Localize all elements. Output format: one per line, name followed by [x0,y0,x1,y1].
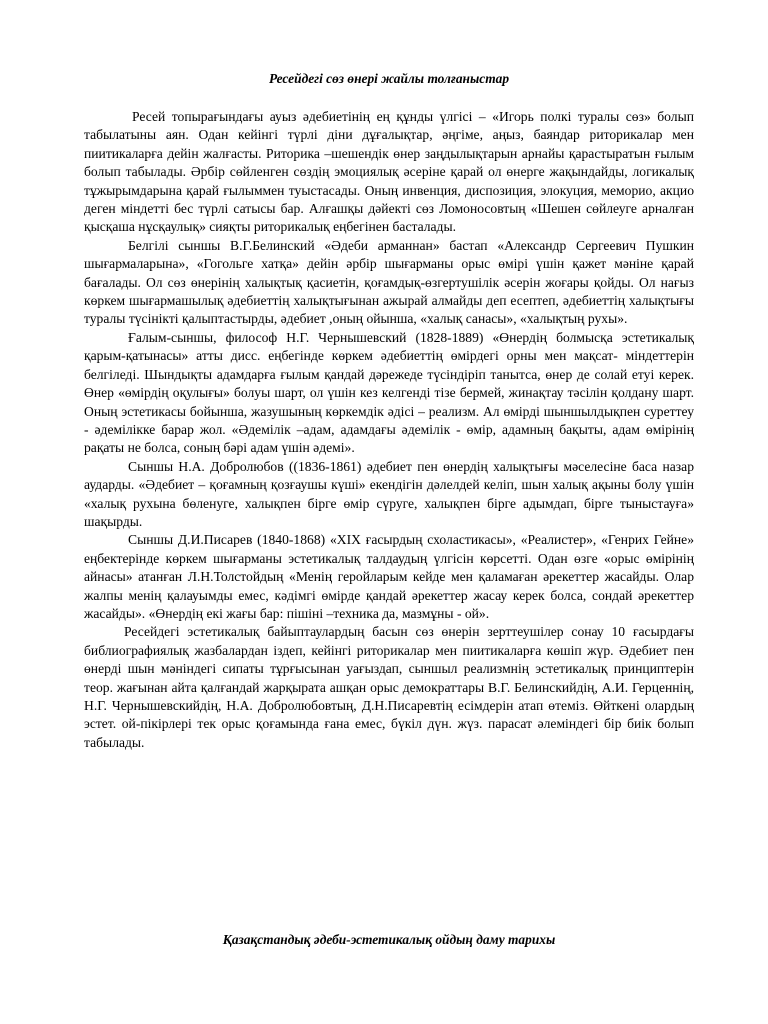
paragraph: Ғалым-сыншы, философ Н.Г. Чернышевский (1828-1889) «Өнердің болмысқа эстетикалық қарым-қатынасы» атты дисс. еңбегінде көркем әдебиеттің өмірдегі орны мен мақсат- міндеттерін белгіледі. Шындықты адамдарға ғылым қандай дәрежеде түсіндіріп танытса, өнер де солай етуі керек. Өнер «өмірдің оқулығы» болуы шарт, ол үшін кез келгенді тізе бермей, жинақтау тәсілін қолдану шарт. Оның эстетикасы бойынша, жазушының көркемдік әдісі – реализм. Ал өмірді шыншылдықпен суреттеу - әдемілікке барар жол. «Әдемілік –адам, адамдағы әдемілік - өмір, адамның бақыты, адам өмірінің рақаты не болса, соның бәрі адам үшін әдемі». [84,329,694,456]
document-body [84,108,694,752]
paragraph: Сыншы Н.А. Добролюбов ((1836-1861) әдебиет пен өнердің халықтығы мәселесіне баса назар аударды. «Әдебиет – қоғамның қозғаушы күші» екендігін дәлелдей келіп, шын халық ақыны болу үшін «халық рухына бөленуге, халықпен бірге өмір сүруге, халықпен бірге адымдап, бірге тыныстауға» шақырды. [84,458,694,529]
section-title: Қазақстандық әдеби-эстетикалық ойдың даму тарихы [222,932,556,947]
paragraph: Белгілі сыншы В.Г.Белинский «Әдеби арманнан» бастап «Александр Сергеевич Пушкин шығармаларына», «Гогольге хатқа» дейін әрбір шығарманы орыс өмірі үшін қажет мәніне қарай бағалады. Ол сөз өнерінің халықтық қасиетін, қоғамдық-өзгертушілік әсерін жоғары қойды. Ол нағыз көркем шығармашылық әдебиеттің халықтығынан ажырай алмайды деп есептеп, әдебиеттің халықтығы туралы түсінікті қалыптастырды, әдебиет ,оның ойынша, «халық санасы», «халықтың рухы». [84,237,694,327]
paragraph: Сыншы Д.И.Писарев (1840-1868) «ХІХ ғасырдың схоластикасы», «Реалистер», «Генрих Гейне» еңбектерінде көркем шығарманы эстетикалық талдаудың үлгісін көрсетті. Одан өзге «орыс өмірінің айнасы» атанған Л.Н.Толстойдың «Менің геройларым кейде мен қаламаған әрекеттер жасайды. Олар жалпы менің қалауымды емес, кәдімгі өмірде қандай әрекеттер жасау керек болса, сондай әрекеттер жасайды». «Өнердің екі жағы бар: пішіні –техника да, мазмұны - ой». [84,532,694,621]
paragraph: Ресейдегі эстетикалық байыптаулардың басын сөз өнерін зерттеушілер сонау 10 ғасырдағы библиографиялық жазбалардан іздеп, кейінгі риторикалар мен пиитикаларға көшіп жүр. Әдебиет пен өнерді шын мәніндегі сипаты тұрғысынан уағыздап, сыншыл реализмнің эстетикалық принциптерін теор. жағынан айта қалғандай жарқырата ашқан орыс демократтары В.Г. Белинскийдің, А.И. Герценнің, Н.Г. Чернышевскийдің, Н.А. Добролюбовтың, Д.Н.Писаревтің есімдерін атап өтеміз. Өйткені олардың эстет. ой-пікірлері тек орыс қоғамында ғана емес, бүкіл дүн. жүз. парасат әлеміндегі бір биік болып табылады. [84,624,694,750]
document-title: Ресейдегі сөз өнері жайлы толғаныстар [268,71,510,86]
paragraph: Ресей топырағындағы ауыз әдебиетінің ең құнды үлгісі – «Игорь полкі туралы сөз» болып табылатыны аян. Одан кейінгі түрлі діни дұғалықтар, әңгіме, аңыз, баяндар риторикалар мен пиитикаларға дейін жалғасты. Риторика –шешендік өнер заңдылықтарын арнайы қарастыратын ғылым болып табылады. Әрбір сөйленген сөздің эмоциялық әсеріне қарай ол өнерге жақындайды, логикалық тұжырымдарына қарай ғылыммен туыстасады. Оның инвенция, диспозиция, элокуция, меморио, акцио деген міндетті бес түрлі сатысы бар. Алғашқы дәйекті сөз Ломоносовтың «Шешен сөйлеуге арналған қысқаша нұсқаулық» сияқты риторикалық еңбегінен басталады. [84,109,694,235]
